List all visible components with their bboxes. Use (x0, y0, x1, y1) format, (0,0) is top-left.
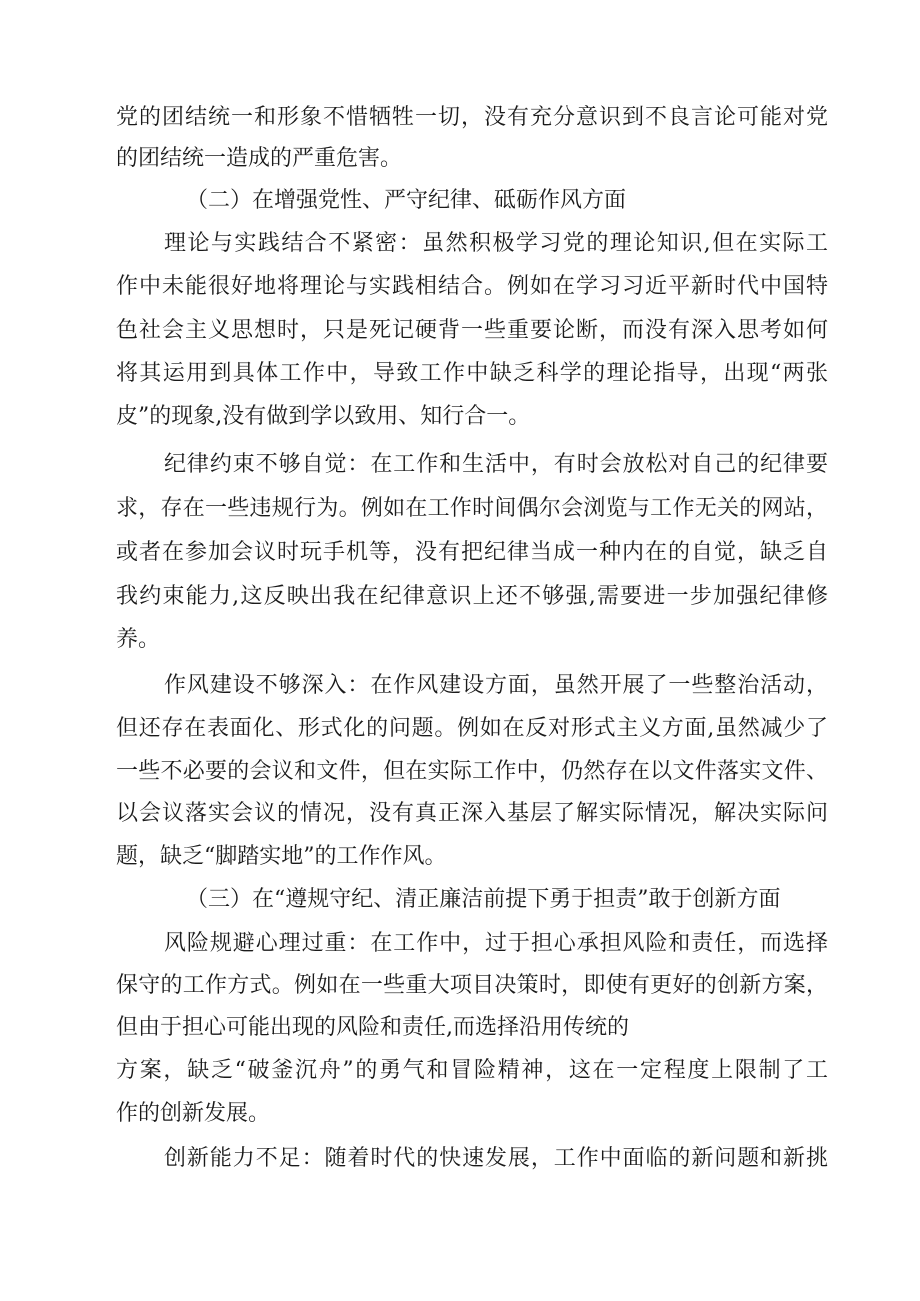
text-line: 创新能力不足：随着时代的快速发展，工作中面临的新问题和新挑 (164, 1146, 828, 1171)
text-line: 但由于担心可能出现的风险和责任,而选择沿用传统的 (116, 1015, 629, 1040)
section-heading: （二）在增强党性、严守纪律、砥砺作风方面 (186, 188, 627, 213)
text-line: 皮”的现象,没有做到学以致用、知行合一。 (116, 404, 531, 429)
text-line: 风险规避心理过重：在工作中，过于担心承担风险和责任，而选择 (164, 931, 828, 956)
text-line: 但还存在表面化、形式化的问题。例如在反对形式主义方面,虽然减少了 (116, 716, 828, 741)
text-line: 的团结统一造成的严重危害。 (116, 146, 403, 171)
text-line: 作中未能很好地将理论与实践相结合。例如在学习习近平新时代中国特 (116, 274, 828, 299)
text-line: 求，存在一些违规行为。例如在工作时间偶尔会浏览与工作无关的网站， (116, 496, 828, 521)
text-line: 以会议落实会议的情况，没有真正深入基层了解实际情况，解决实际问 (116, 801, 828, 826)
text-line: 养。 (116, 627, 161, 652)
text-line: 理论与实践结合不紧密：虽然积极学习党的理论知识,但在实际工 (164, 231, 828, 256)
text-line: 作的创新发展。 (116, 1101, 271, 1126)
text-line: 将其运用到具体工作中，导致工作中缺乏科学的理论指导，出现“两张 (116, 361, 828, 386)
text-line: 纪律约束不够自觉：在工作和生活中，有时会放松对自己的纪律要 (164, 452, 828, 477)
text-line: 我约束能力,这反映出我在纪律意识上还不够强,需要进一步加强纪律修 (116, 584, 828, 609)
text-line: 保守的工作方式。例如在一些重大项目决策时，即使有更好的创新方案， (116, 973, 828, 998)
section-heading: （三）在“遵规守纪、清正廉洁前提下勇于担责”敢于创新方面 (186, 887, 781, 912)
text-line: 题，缺乏“脚踏实地”的工作作风。 (116, 844, 447, 869)
text-line: 色社会主义思想时，只是死记硬背一些重要论断，而没有深入思考如何 (116, 318, 828, 343)
text-line: 方案，缺乏“破釜沉舟”的勇气和冒险精神，这在一定程度上限制了工 (116, 1058, 828, 1083)
text-line: 一些不必要的会议和文件，但在实际工作中，仍然存在以文件落实文件、 (116, 759, 828, 784)
text-line: 党的团结统一和形象不惜牺牲一切，没有充分意识到不良言论可能对党 (116, 105, 828, 130)
text-line: 作风建设不够深入：在作风建设方面，虽然开展了一些整治活动， (164, 673, 828, 698)
text-line: 或者在参加会议时玩手机等，没有把纪律当成一种内在的自觉，缺乏自 (116, 540, 828, 565)
